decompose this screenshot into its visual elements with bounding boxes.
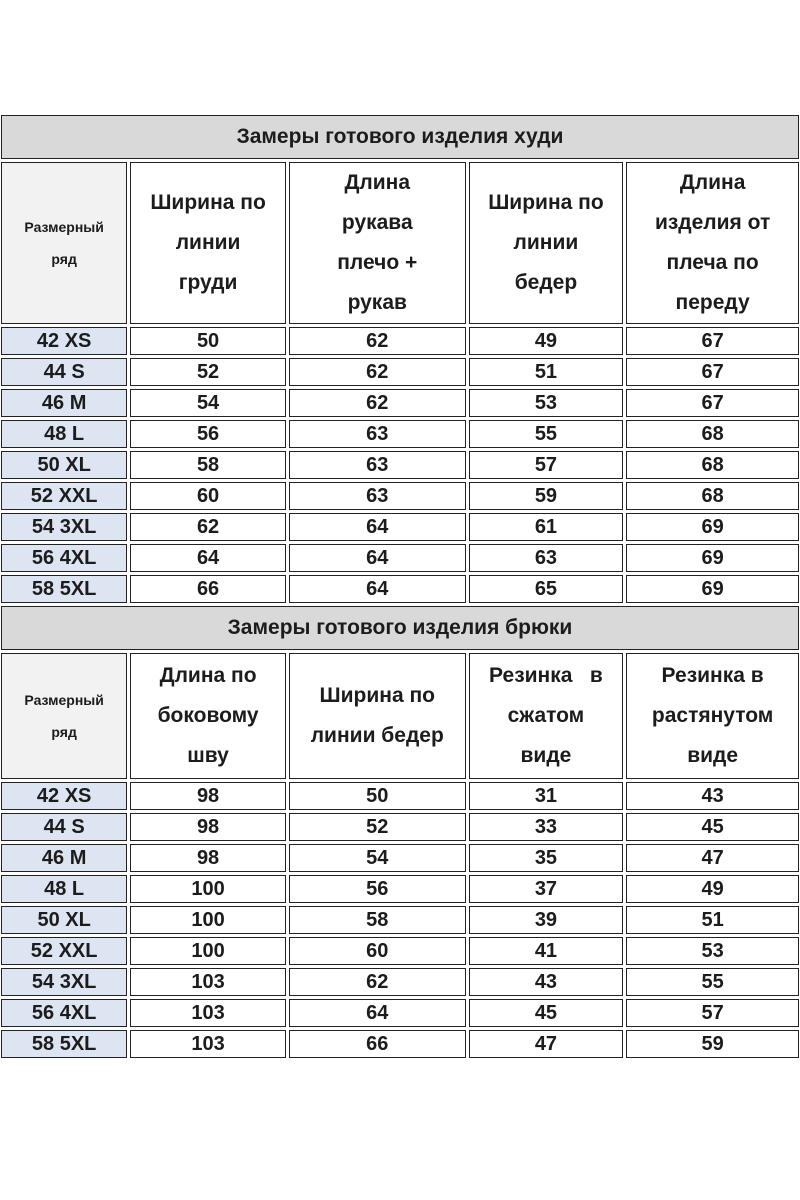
- hoodie-table-title: Замеры готового изделия худи: [1, 115, 799, 159]
- header-line: изделия от: [654, 211, 771, 234]
- pants-table-row: [1, 782, 799, 810]
- measurement-cell: 67: [626, 389, 799, 417]
- measurement-cell: 56: [130, 420, 286, 448]
- measurement-cell: 100: [130, 875, 286, 903]
- size-cell: 44 S: [1, 358, 127, 386]
- size-cell: 52 XXL: [1, 482, 127, 510]
- hoodie-header-row: [1, 162, 799, 324]
- hoodie-table-row: [1, 420, 799, 448]
- measurement-cell: 68: [626, 451, 799, 479]
- measurement-cell: 31: [469, 782, 624, 810]
- header-line: груди: [178, 271, 238, 294]
- hoodie-column-header: [469, 162, 624, 324]
- pants-table-row: [1, 937, 799, 965]
- measurement-cell: 55: [469, 420, 624, 448]
- header-line: рукав: [347, 291, 407, 314]
- hoodie-title-row: [1, 115, 799, 159]
- measurement-cell: 69: [626, 544, 799, 572]
- pants-column-header: [1, 653, 127, 779]
- measurement-cell: 54: [289, 844, 466, 872]
- measurement-cell: 64: [289, 544, 466, 572]
- measurement-cell: 47: [626, 844, 799, 872]
- measurement-cell: 103: [130, 1030, 286, 1058]
- size-cell: 46 M: [1, 389, 127, 417]
- size-cell: 42 XS: [1, 327, 127, 355]
- header-line: линии бедер: [310, 724, 444, 747]
- measurement-cell: 103: [130, 999, 286, 1027]
- size-cell: 50 XL: [1, 451, 127, 479]
- measurement-cell: 35: [469, 844, 624, 872]
- header-line: Размерный: [24, 692, 104, 708]
- hoodie-table-row: [1, 327, 799, 355]
- measurement-cell: 50: [289, 782, 466, 810]
- measurement-cell: 53: [626, 937, 799, 965]
- measurement-cell: 100: [130, 906, 286, 934]
- measurement-cell: 103: [130, 968, 286, 996]
- measurement-cell: 63: [289, 420, 466, 448]
- hoodie-column-header: [1, 162, 127, 324]
- header-line: растянутом: [651, 704, 774, 727]
- measurement-cell: 57: [469, 451, 624, 479]
- measurement-cell: 51: [469, 358, 624, 386]
- measurement-cell: 62: [289, 389, 466, 417]
- hoodie-table-row: [1, 389, 799, 417]
- hoodie-column-header: [626, 162, 799, 324]
- pants-column-header: [130, 653, 286, 779]
- measurement-cell: 69: [626, 575, 799, 603]
- header-line: Длина: [679, 171, 746, 194]
- measurement-cell: 67: [626, 327, 799, 355]
- size-cell: 54 3XL: [1, 513, 127, 541]
- pants-column-header: [289, 653, 466, 779]
- size-cell: 48 L: [1, 420, 127, 448]
- header-line: Ширина по: [488, 191, 604, 214]
- measurement-cell: 47: [469, 1030, 624, 1058]
- pants-table-row: [1, 844, 799, 872]
- measurement-cell: 53: [469, 389, 624, 417]
- size-cell: 58 5XL: [1, 1030, 127, 1058]
- measurement-cell: 51: [626, 906, 799, 934]
- header-line: сжатом: [507, 704, 585, 727]
- measurement-cell: 55: [626, 968, 799, 996]
- hoodie-column-header: [289, 162, 466, 324]
- pants-column-header: [626, 653, 799, 779]
- measurement-cell: 50: [130, 327, 286, 355]
- header-line: Ширина по: [319, 684, 435, 707]
- measurement-cell: 37: [469, 875, 624, 903]
- size-cell: 54 3XL: [1, 968, 127, 996]
- measurement-cell: 52: [289, 813, 466, 841]
- measurement-cell: 57: [626, 999, 799, 1027]
- measurement-cell: 64: [130, 544, 286, 572]
- measurement-cell: 59: [626, 1030, 799, 1058]
- measurement-cell: 98: [130, 782, 286, 810]
- size-cell: 52 XXL: [1, 937, 127, 965]
- measurement-cell: 63: [289, 451, 466, 479]
- measurement-cell: 68: [626, 482, 799, 510]
- hoodie-table-row: [1, 544, 799, 572]
- measurement-cell: 100: [130, 937, 286, 965]
- measurement-cell: 63: [469, 544, 624, 572]
- size-cell: 56 4XL: [1, 544, 127, 572]
- size-chart-sheet: [0, 112, 800, 1061]
- measurement-cell: 33: [469, 813, 624, 841]
- size-cell: 56 4XL: [1, 999, 127, 1027]
- header-line: ряд: [51, 724, 77, 740]
- measurement-cell: 45: [626, 813, 799, 841]
- measurement-cell: 52: [130, 358, 286, 386]
- size-chart-table: [0, 112, 800, 1061]
- header-line: линии: [175, 231, 241, 254]
- measurement-cell: 64: [289, 575, 466, 603]
- header-line: Длина: [344, 171, 411, 194]
- header-line: линии: [513, 231, 579, 254]
- measurement-cell: 54: [130, 389, 286, 417]
- header-line: боковому: [157, 704, 259, 727]
- pants-table-row: [1, 968, 799, 996]
- header-line: рукава: [341, 211, 413, 234]
- header-line: Резинка в: [489, 664, 603, 687]
- measurement-cell: 69: [626, 513, 799, 541]
- measurement-cell: 59: [469, 482, 624, 510]
- measurement-cell: 63: [289, 482, 466, 510]
- measurement-cell: 45: [469, 999, 624, 1027]
- hoodie-table-row: [1, 358, 799, 386]
- header-line: виде: [687, 744, 739, 767]
- measurement-cell: 41: [469, 937, 624, 965]
- hoodie-table-row: [1, 575, 799, 603]
- measurement-cell: 98: [130, 844, 286, 872]
- header-line: бедер: [514, 271, 578, 294]
- measurement-cell: 61: [469, 513, 624, 541]
- measurement-cell: 66: [289, 1030, 466, 1058]
- pants-table-title: Замеры готового изделия брюки: [1, 606, 799, 650]
- measurement-cell: 98: [130, 813, 286, 841]
- size-cell: 42 XS: [1, 782, 127, 810]
- measurement-cell: 62: [289, 358, 466, 386]
- header-line: Резинка в: [661, 664, 764, 687]
- measurement-cell: 62: [130, 513, 286, 541]
- header-line: шву: [187, 744, 229, 767]
- measurement-cell: 43: [469, 968, 624, 996]
- hoodie-table-row: [1, 451, 799, 479]
- measurement-cell: 58: [289, 906, 466, 934]
- header-line: ряд: [51, 251, 77, 267]
- pants-table-row: [1, 813, 799, 841]
- pants-table-row: [1, 999, 799, 1027]
- pants-column-header: [469, 653, 624, 779]
- header-line: плеча по: [666, 251, 759, 274]
- header-line: переду: [675, 291, 750, 314]
- measurement-cell: 65: [469, 575, 624, 603]
- measurement-cell: 67: [626, 358, 799, 386]
- pants-table-row: [1, 906, 799, 934]
- measurement-cell: 49: [626, 875, 799, 903]
- header-line: плечо +: [337, 251, 418, 274]
- measurement-cell: 39: [469, 906, 624, 934]
- header-line: Размерный: [24, 219, 104, 235]
- measurement-cell: 58: [130, 451, 286, 479]
- size-cell: 58 5XL: [1, 575, 127, 603]
- hoodie-table-row: [1, 513, 799, 541]
- pants-table-row: [1, 1030, 799, 1058]
- size-cell: 50 XL: [1, 906, 127, 934]
- header-line: Ширина по: [150, 191, 266, 214]
- pants-header-row: [1, 653, 799, 779]
- measurement-cell: 60: [289, 937, 466, 965]
- hoodie-table-row: [1, 482, 799, 510]
- measurement-cell: 49: [469, 327, 624, 355]
- pants-table-row: [1, 875, 799, 903]
- measurement-cell: 62: [289, 968, 466, 996]
- hoodie-column-header: [130, 162, 286, 324]
- measurement-cell: 66: [130, 575, 286, 603]
- size-cell: 48 L: [1, 875, 127, 903]
- header-line: виде: [520, 744, 572, 767]
- measurement-cell: 60: [130, 482, 286, 510]
- size-cell: 44 S: [1, 813, 127, 841]
- measurement-cell: 56: [289, 875, 466, 903]
- measurement-cell: 43: [626, 782, 799, 810]
- measurement-cell: 64: [289, 999, 466, 1027]
- header-line: Длина по: [159, 664, 257, 687]
- size-cell: 46 M: [1, 844, 127, 872]
- pants-title-row: [1, 606, 799, 650]
- measurement-cell: 64: [289, 513, 466, 541]
- measurement-cell: 62: [289, 327, 466, 355]
- measurement-cell: 68: [626, 420, 799, 448]
